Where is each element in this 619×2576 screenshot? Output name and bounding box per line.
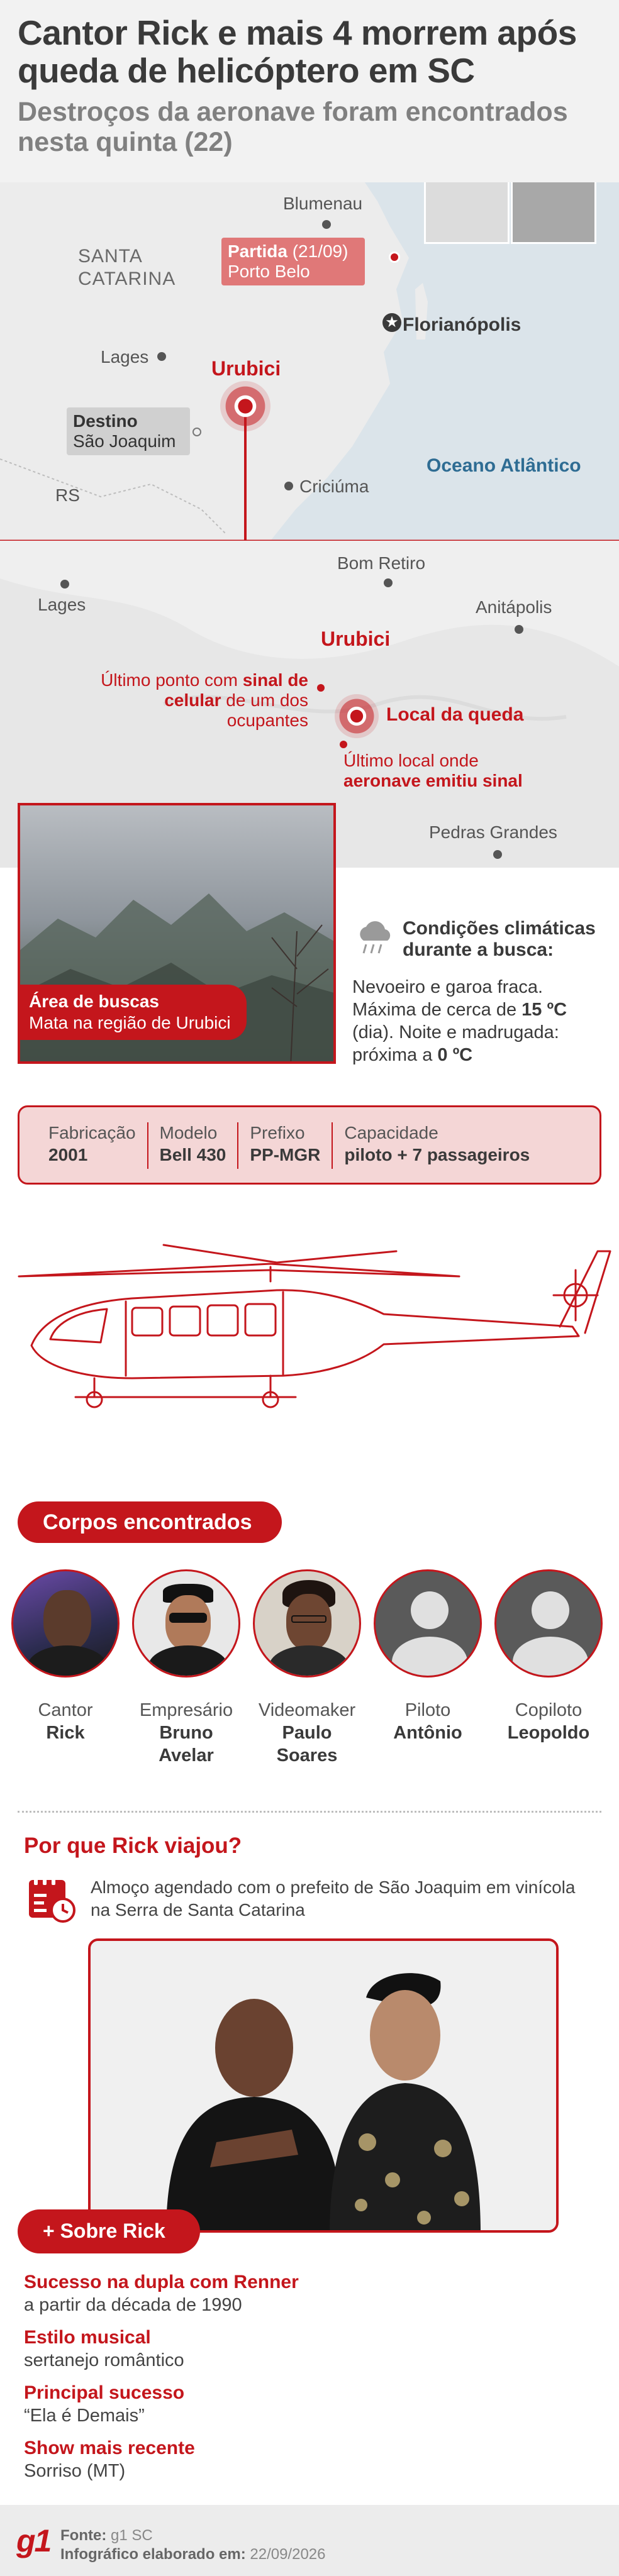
signal-callout-text-1: Último ponto com (101, 670, 243, 690)
made-label: Infográfico elaborado em: (60, 2546, 246, 2563)
search-area-caption (20, 985, 247, 1040)
spec-label: Fabricação (48, 1123, 136, 1142)
city-label-lages-2: Lages (38, 595, 86, 614)
aircraft-signal-dot (340, 741, 347, 748)
footer (0, 2505, 619, 2576)
aircraft-callout (343, 751, 523, 791)
departure-box (221, 238, 365, 285)
city-dot-bom-retiro (384, 578, 393, 587)
spec-label: Prefixo (250, 1123, 305, 1142)
aircraft-callout-bold: aeronave emitiu sinal (343, 771, 523, 790)
calendar-icon (28, 1875, 75, 1926)
departure-label: Partida (228, 241, 287, 261)
inset-map-sc (511, 182, 596, 244)
avatar-rick (11, 1569, 120, 1678)
spec-capacity (332, 1122, 541, 1169)
state-label-line1: SANTA (78, 246, 143, 267)
destination-box (67, 407, 190, 455)
fact-heading: Principal sucesso (24, 2382, 185, 2403)
signal-callout-text-2: de um dos ocupantes (221, 690, 308, 730)
city-dot-pedras-grandes (493, 850, 502, 859)
regional-map (0, 182, 619, 541)
person-name: Leopoldo (507, 1723, 590, 1743)
city-label-lages: Lages (101, 347, 149, 367)
person-name: Bruno (159, 1723, 213, 1743)
city-label-florianopolis: Florianópolis (403, 314, 521, 335)
city-label-pedras-grandes: Pedras Grandes (429, 822, 557, 842)
g1-logo[interactable]: g1 (16, 2523, 51, 2558)
destination-place: São Joaquim (73, 431, 176, 451)
destination-label: Destino (73, 411, 138, 431)
weather-title: Condições climáticas durante a busca: (403, 918, 596, 960)
signal-callout-bold-2: celular (164, 690, 221, 710)
city-dot-blumenau (322, 220, 331, 229)
person-card (250, 1569, 364, 1767)
city-dot-lages (157, 352, 166, 361)
departure-date: (21/09) (292, 241, 349, 261)
source-label: Fonte: (60, 2527, 107, 2544)
avatar-bruno (132, 1569, 240, 1678)
city-label-blumenau: Blumenau (283, 194, 363, 213)
rick-facts (24, 2271, 590, 2492)
city-label-criciuma: Criciúma (299, 477, 369, 496)
source-value: g1 SC (110, 2527, 153, 2544)
footer-credits (60, 2526, 326, 2564)
capital-star-icon: ★ (382, 313, 401, 332)
avatar-placeholder-icon (374, 1569, 482, 1678)
weather-description (352, 976, 604, 1066)
spec-manufacture (32, 1122, 147, 1169)
city-dot-lages-2 (60, 580, 69, 589)
fact-text: Sorriso (MT) (24, 2461, 126, 2481)
person-role: Piloto (404, 1700, 451, 1720)
bodies-found-badge: Corpos encontrados (18, 1501, 282, 1543)
avatar-paulo (253, 1569, 361, 1678)
fact-text: sertanejo romântico (24, 2350, 184, 2370)
spec-model (147, 1122, 238, 1169)
spec-value: Bell 430 (159, 1145, 226, 1164)
person-card (492, 1569, 605, 1744)
city-label-bom-retiro: Bom Retiro (337, 553, 426, 573)
aircraft-specs (18, 1105, 601, 1185)
city-label-anitapolis: Anitápolis (476, 597, 552, 617)
headline: Cantor Rick e mais 4 morrem após queda de helicóptero em SC (18, 13, 577, 90)
person-surname: Avelar (159, 1745, 214, 1766)
destination-dot (192, 428, 201, 436)
why-description: Almoço agendado com o prefeito de São Joaquim em vinícola na Serra de Santa Catarina (91, 1877, 576, 1920)
person-role: Copiloto (515, 1700, 583, 1720)
person-role: Videomaker (258, 1700, 356, 1720)
person-card (9, 1569, 122, 1744)
city-dot-anitapolis (515, 625, 523, 634)
fact-text: a partir da década de 1990 (24, 2295, 242, 2315)
fact-heading: Show mais recente (24, 2438, 195, 2458)
city-label-urubici-2: Urubici (321, 627, 391, 650)
state-label-line2: CATARINA (78, 268, 176, 289)
state-border (0, 459, 226, 534)
person-card (371, 1569, 484, 1744)
crash-site-marker (335, 694, 379, 738)
inset-map-brazil (424, 182, 510, 244)
header (0, 0, 619, 182)
person-role: Cantor (38, 1700, 93, 1720)
city-dot-criciuma (284, 482, 293, 490)
spec-label: Modelo (159, 1123, 218, 1142)
person-name: Antônio (393, 1723, 462, 1743)
crash-marker (220, 381, 270, 431)
departure-dot (389, 252, 400, 263)
spec-value: PP-MGR (250, 1145, 321, 1164)
subheadline: Destroços da aeronave foram encontrados nesta quinta (22) (18, 97, 568, 157)
avatar-placeholder-icon (494, 1569, 603, 1678)
search-area-photo (18, 803, 336, 1064)
weather-min-temp: 0 ºC (437, 1045, 473, 1065)
fact-text: “Ela é Demais” (24, 2406, 145, 2426)
ocean-label: Oceano Atlântico (427, 455, 581, 476)
departure-place: Porto Belo (228, 262, 310, 281)
spec-label: Capacidade (344, 1123, 438, 1142)
why-title: Por que Rick viajou? (24, 1833, 242, 1858)
city-label-urubici: Urubici (211, 357, 281, 380)
signal-dot (317, 684, 325, 692)
aircraft-callout-text: Último local onde (343, 751, 479, 770)
person-name: Paulo (282, 1723, 332, 1743)
spec-registration (237, 1122, 332, 1169)
fact-heading: Estilo musical (24, 2327, 151, 2348)
person-card (130, 1569, 243, 1767)
fact-heading: Sucesso na dupla com Renner (24, 2272, 299, 2292)
spec-value: 2001 (48, 1145, 88, 1164)
section-divider (18, 1811, 601, 1813)
signal-callout-bold-1: sinal de (242, 670, 308, 690)
person-role: Empresário (139, 1700, 233, 1720)
more-about-rick-button[interactable]: + Sobre Rick (18, 2209, 200, 2253)
search-area-subtitle: Mata na região de Urubici (29, 1013, 231, 1032)
person-name: Rick (46, 1723, 85, 1743)
weather-text-b: (dia). Noite e madrugada: próxima a (352, 1022, 559, 1065)
state-label-rs: RS (55, 485, 80, 505)
helicopter-illustration (6, 1232, 616, 1421)
rick-renner-photo (88, 1938, 559, 2233)
crash-site-label: Local da queda (386, 704, 524, 725)
search-area-title: Área de buscas (29, 992, 159, 1011)
weather-text-a: Nevoeiro e garoa fraca. Máxima de cerca de (352, 977, 544, 1020)
made-date: 22/09/2026 (250, 2546, 326, 2563)
spec-value: piloto + 7 passageiros (344, 1145, 530, 1164)
weather-max-temp: 15 ºC (521, 1000, 567, 1020)
person-surname: Soares (276, 1745, 338, 1766)
signal-callout (82, 670, 308, 731)
